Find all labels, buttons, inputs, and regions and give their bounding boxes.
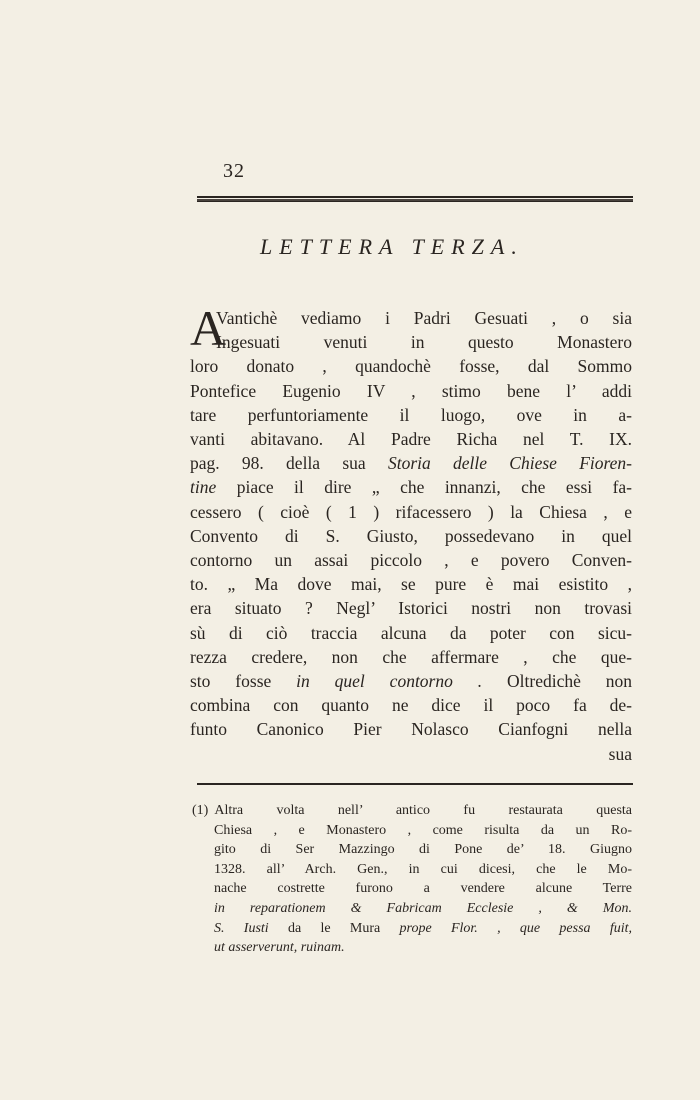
italic-title-end: tine bbox=[190, 477, 217, 498]
text-line: loro donato , quandochè fosse, dal Sommo bbox=[190, 356, 632, 377]
text-line: Vantichè vediamo i Padri Gesuati , o sia bbox=[216, 308, 632, 328]
text-line: era situato ? Negl’ Istorici nostri non trovasi bbox=[190, 598, 632, 619]
text-line: rezza credere, non che affermare , che que- bbox=[190, 646, 632, 667]
text-fragment: pag. 98. della sua bbox=[190, 453, 366, 474]
footnote-line bbox=[192, 919, 632, 939]
text-line: combina con quanto ne dice il poco fa de- bbox=[190, 695, 632, 716]
text-line: Convento di S. Giusto, possedevano in quel bbox=[190, 525, 632, 546]
footnote-line: nache costrette furono a vendere alcune Terre bbox=[214, 881, 632, 897]
text-line bbox=[190, 669, 632, 693]
footnote-line: gito di Ser Mazzingo di Pone de’ 18. Giugno bbox=[214, 842, 632, 858]
letter-heading: LETTERA TERZA. bbox=[260, 234, 524, 259]
text-line: cessero ( cioè ( 1 ) rifacessero ) la Chiesa , e bbox=[190, 501, 632, 522]
text-fragment: Altra volta nell’ antico fu restaurata questa bbox=[214, 803, 632, 818]
text-fragment: Oltredichè non bbox=[507, 671, 633, 692]
dropcap: A bbox=[190, 300, 227, 356]
letter-body bbox=[190, 306, 632, 766]
catchword: sua bbox=[608, 743, 632, 764]
footnote-marker: (1) bbox=[192, 803, 209, 818]
footnote-line: Chiesa , e Monastero , come risulta da un Ro- bbox=[214, 822, 632, 838]
text-fragment: S. Iusti bbox=[214, 920, 269, 936]
text-line bbox=[190, 475, 632, 499]
header-rule bbox=[197, 196, 633, 202]
text-line: to. „ Ma dove mai, se pure è mai esistito , bbox=[190, 574, 632, 595]
text-line: Pontefice Eugenio IV , stimo bene l’ addi bbox=[190, 380, 632, 401]
text-line: sù di ciò traccia alcuna da poter con sicu- bbox=[190, 622, 632, 643]
text-line bbox=[190, 451, 632, 475]
page-number: 32 bbox=[223, 160, 245, 182]
text-line: tare perfuntoriamente il luogo, ove in a- bbox=[190, 404, 632, 425]
footnote-line: 1328. all’ Arch. Gen., in cui dicesi, che le Mo- bbox=[214, 861, 632, 877]
footnote-line: in reparationem & Fabricam Ecclesie , & Mon. bbox=[214, 900, 632, 916]
text-fragment: prope Flor. , que pessa fuit, bbox=[399, 920, 632, 936]
text-line: vanti abitavano. Al Padre Richa nel T. IX. bbox=[190, 429, 632, 450]
footnote bbox=[192, 801, 632, 958]
footnote-rule bbox=[197, 783, 633, 785]
text-line: funto Canonico Pier Nolasco Cianfogni nella bbox=[190, 719, 632, 740]
text-fragment: piace il dire „ che innanzi, che essi fa- bbox=[236, 477, 632, 498]
text-fragment: da le Mura bbox=[287, 920, 381, 936]
italic-title: Storia delle Chiese Fioren- bbox=[387, 453, 633, 474]
text-line: Ingesuati venuti in questo Monastero bbox=[216, 332, 632, 353]
italic-phrase: in quel contorno . bbox=[296, 671, 483, 692]
footnote-line bbox=[192, 801, 632, 821]
text-line: contorno un assai piccolo , e povero Conven- bbox=[190, 550, 632, 571]
footnote-line: ut asserverunt, ruinam. bbox=[214, 940, 345, 956]
text-fragment: sto fosse bbox=[190, 671, 272, 692]
